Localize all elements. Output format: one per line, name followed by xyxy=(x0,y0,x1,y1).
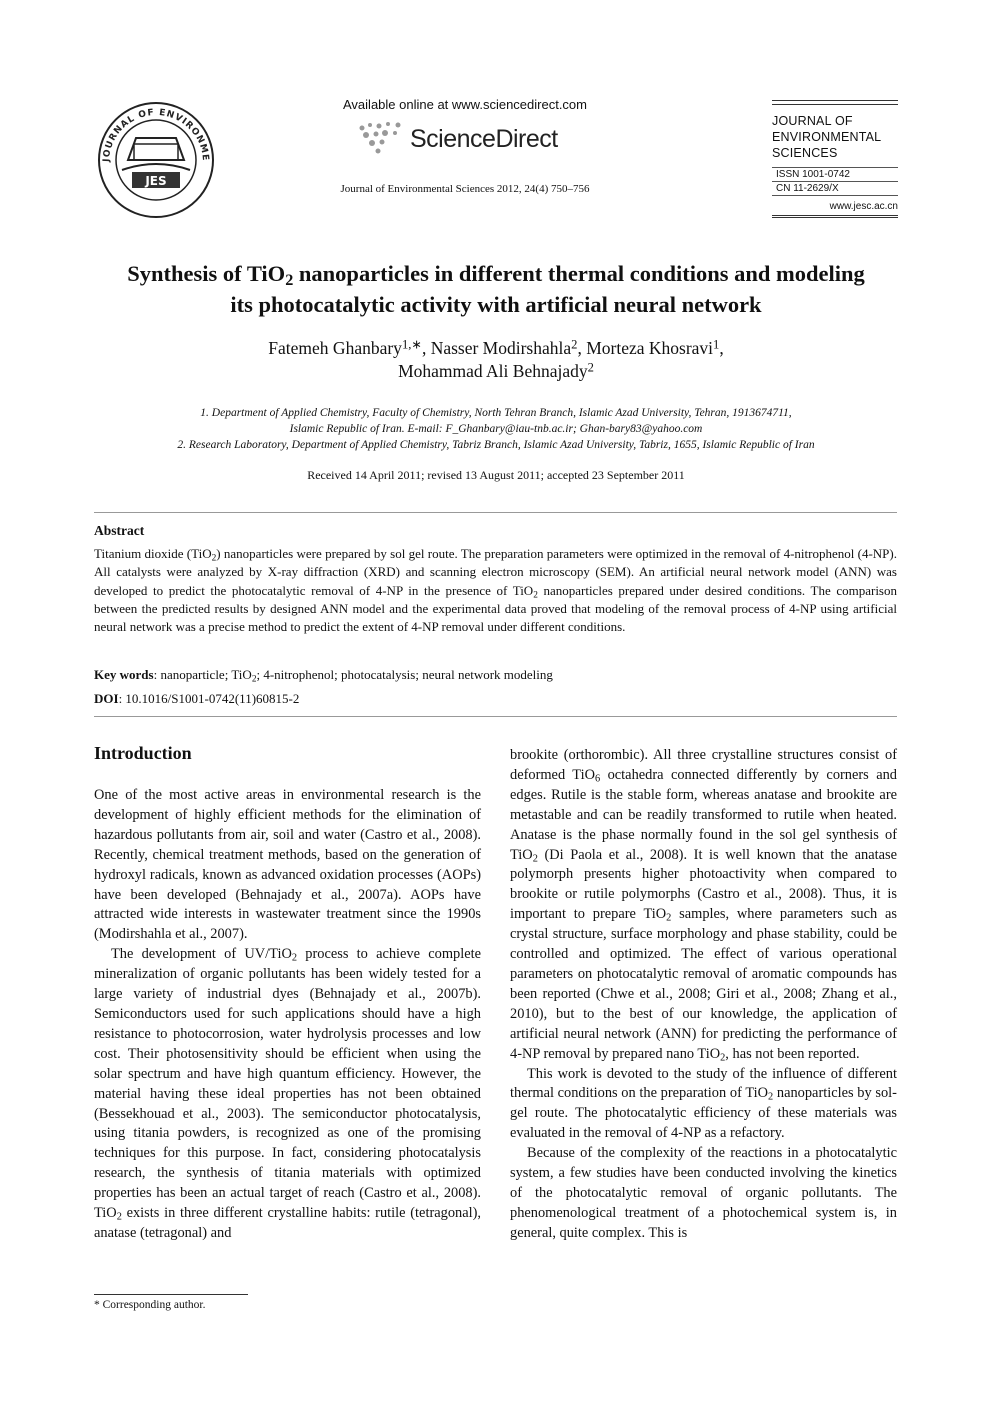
paper-title: Synthesis of TiO$_2$ nanoparticles in different thermal conditions and modeling its photocatalytic activity with artificial neural network xyxy=(127,261,865,317)
journal-name: JOURNAL OF ENVIRONMENTAL SCIENCES xyxy=(772,114,882,160)
abstract-heading: Abstract xyxy=(94,523,145,538)
keywords: Key words: nanoparticle; TiO$_2$; 4-nitrophenol; photocatalysis; neural network modeling xyxy=(94,667,553,685)
journal-website: www.jesc.ac.cn xyxy=(772,201,898,218)
divider xyxy=(94,512,897,513)
journal-box xyxy=(772,100,898,218)
svg-text:JOURNAL OF ENVIRONMENTAL SCIEN xyxy=(92,100,210,163)
paragraph: Because of the complexity of the reactions in a photocatalytic system, a few studies have been conducted involving the kinetics of the photocatalytic removal of organic pollutants. The phenomenological treatment of a photochemical system is, in general, quite complex. This is xyxy=(510,1145,897,1241)
abstract-body: Titanium dioxide (TiO$_2$) nanoparticles were prepared by sol gel route. The preparation parameters were optimized in the removal of 4-nitrophenol (4-NP). All catalysts were analyzed by X-ray diffraction (XRD) and scanning electron microscopy (SEM). An artificial neural network model (ANN) was developed to predict the photocatalytic removal of 4-NP in the presence of TiO$_2$ nanoparticles prepared under desired conditions. The comparison between the predicted results by designed ANN model and the experimental data proved that modeling of the removal process of 4-NP using artificial neural network was a precise method to predict the extent of 4-NP removal under different conditions. xyxy=(94,546,897,635)
column-left xyxy=(94,786,481,1244)
jes-logo xyxy=(92,100,220,220)
doi: DOI: 10.1016/S1001-0742(11)60815-2 xyxy=(94,691,300,706)
section-heading-introduction: Introduction xyxy=(94,743,192,763)
journal-citation: Journal of Environmental Sciences 2012, 24(4) 750–756 xyxy=(340,183,590,195)
cn-number: CN 11-2629/X xyxy=(772,182,898,196)
received-dates: Received 14 April 2011; revised 13 August 2011; accepted 23 September 2011 xyxy=(307,468,685,482)
available-online: Available online at www.sciencedirect.com xyxy=(343,97,587,112)
paragraph: The development of UV/TiO$_2$ process to achieve complete mineralization of organic pollutants has been widely tested for a large variety of industrial dyes (Behnajady et al., 2007b). Semiconductors used for such applications should have a high resistance to photocorrosion, water hydrolysis processes and low cost. Their photosensitivity should be efficient when using the solar spectrum and have high quantum efficiency. However, the material having these ideal properties has not been obtained (Bessekhouad et al., 2003). The semiconductor photocatalysis, using titania powders, is recognized as one of the promising techniques for this purpose. In fact, considering photocatalysis research, the synthesis of titania materials with optimized properties has been an actual target of reach (Castro et al., 2008). TiO$_2$ exists in three different crystalline habits: rutile (tetragonal), anatase (tetragonal) and xyxy=(94,946,481,1241)
paragraph: brookite (orthorombic). All three crystalline structures consist of deformed TiO$_6$ octahedra connected differently by corners and edges. Rutile is the stable form, whereas anatase and brookite are metastable and can be readily transformed to rutile when heated. Anatase is the phase normally found in the sol gel synthesis of TiO$_2$ (Di Paola et al., 2008). It is well known that the anatase polymorph presents higher photoactivity when compared to brookite or rutile polymorphs (Castro et al., 2008). Thus, it is important to prepare TiO$_2$ samples, where parameters such as crystal structure, surface morphology and phase stability, could be controlled and optimized. The effect of various operational parameters on photocatalytic removal of aromatic compounds has been reported (Chwe et al., 2008; Giri et al., 2008; Zhang et al., 2010), but to the best of our knowledge, the application of artificial neural network (ANN) for predicting the performance of 4-NP removal by prepared nano TiO$_2$, has not been reported. xyxy=(510,747,897,1064)
paragraph: This work is devoted to the study of the influence of different thermal conditions on the preparation of TiO$_2$ nanoparticles by sol-gel route. The photocatalytic efficiency of these materials was evaluated in the removal of 4-NP as a refactory. xyxy=(510,1065,897,1142)
footnote-rule xyxy=(94,1294,248,1295)
column-right xyxy=(510,746,897,1244)
issn: ISSN 1001-0742 xyxy=(772,167,898,182)
logo-badge: JES xyxy=(145,174,167,188)
authors: Fatemeh Ghanbary$^{1,∗}$, Nasser Modirshahla$^2$, Morteza Khosravi$^1$, Mohammad Ali Behnajady$^2$ xyxy=(268,337,724,381)
paragraph: One of the most active areas in environmental research is the development of highly efficient methods for the elimination of hazardous pollutants from air, soil and water (Castro et al., 2008). Recently, chemical treatment methods, based on the generation of hydroxyl radicals, known as advanced oxidation processes (AOPs) have been developed (Behnajady et al., 2007a). AOPs have attracted wide interests in wastewater treatment since the 1990s (Modirshahla et al., 2007). xyxy=(94,787,481,943)
sciencedirect-dots-icon xyxy=(352,120,408,156)
footnote: * Corresponding author. xyxy=(94,1299,206,1311)
sciencedirect-wordmark: ScienceDirect xyxy=(410,125,558,153)
logo-ring-text: JOURNAL OF ENVIRONME xyxy=(101,107,211,163)
affiliations: 1. Department of Applied Chemistry, Faculty of Chemistry, North Tehran Branch, Islamic Azad University, Tehran, 1913674711, Islamic Republic of Iran. E-mail: F_Ghanbary@iau-tnb.ac.ir; Ghan-bary83@yahoo.com 2. Research Laboratory, Department of Applied Chemistry, Tabriz Branch, Islamic Azad University, Tabriz, 1655, Islamic Republic of Iran xyxy=(177,407,815,451)
divider xyxy=(94,716,897,717)
sciencedirect-logo xyxy=(352,118,592,158)
